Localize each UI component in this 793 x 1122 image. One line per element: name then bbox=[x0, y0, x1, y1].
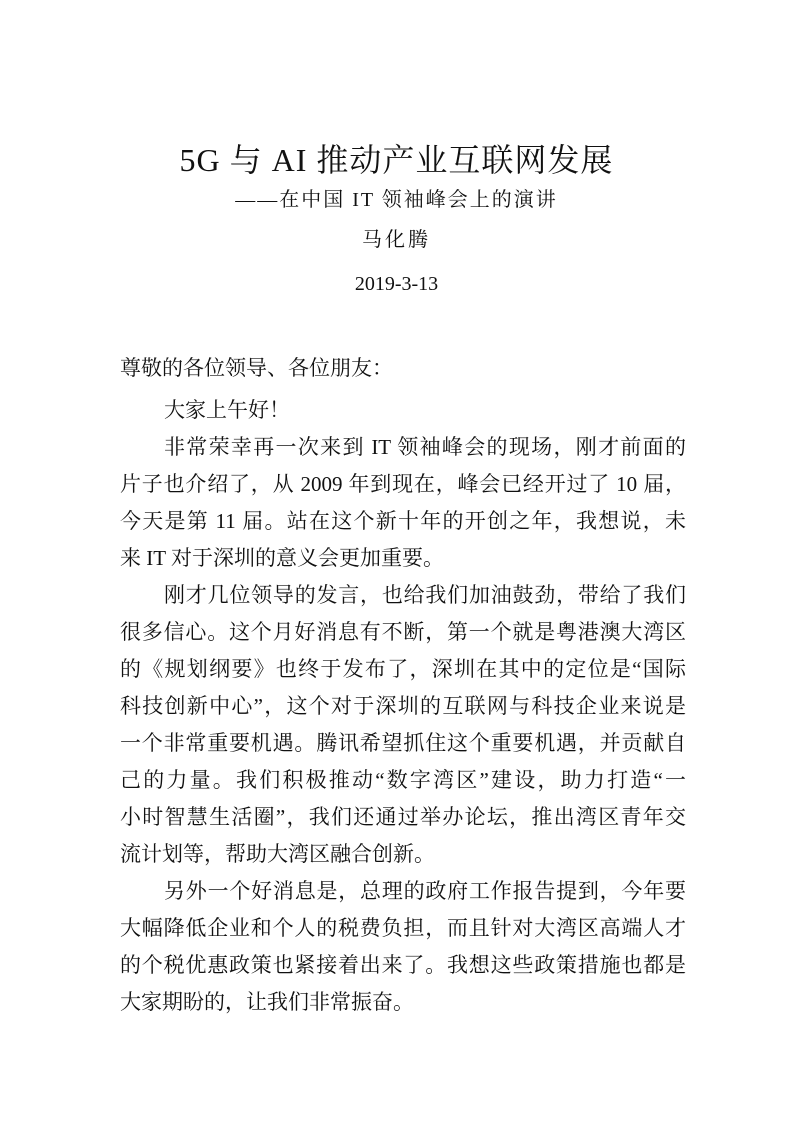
text-line: 大家期盼的，让我们非常振奋。 bbox=[120, 990, 414, 1014]
text-line: 今天是第 11 届。站在这个新十年的开创之年，我想说，未 bbox=[120, 509, 686, 533]
text-line: 的《规划纲要》也终于发布了，深圳在其中的定位是“国际 bbox=[120, 657, 686, 681]
text-line: 科技创新中心”，这个对于深圳的互联网与科技企业来说是 bbox=[120, 694, 686, 718]
text-line: 刚才几位领导的发言，也给我们加油鼓劲，带给了我们 bbox=[164, 583, 686, 607]
document-title: 5G 与 AI 推动产业互联网发展 bbox=[179, 142, 614, 178]
paragraph bbox=[120, 577, 686, 873]
text-line: 非常荣幸再一次来到 IT 领袖峰会的现场，刚才前面的 bbox=[164, 435, 686, 459]
speech-body bbox=[120, 350, 686, 1021]
text-line: 大幅降低企业和个人的税费负担，而且针对大湾区高端人才 bbox=[120, 916, 686, 940]
salutation bbox=[120, 350, 686, 387]
text-line: 一个非常重要机遇。腾讯希望抓住这个重要机遇，并贡献自 bbox=[120, 731, 686, 755]
paragraph bbox=[120, 873, 686, 1021]
text-line: 流计划等，帮助大湾区融合创新。 bbox=[120, 842, 435, 866]
author-name: 马化腾 bbox=[362, 229, 431, 251]
text-line: 己的力量。我们积极推动“数字湾区”建设，助力打造“一 bbox=[120, 768, 686, 792]
text-line: 尊敬的各位领导、各位朋友： bbox=[120, 356, 393, 380]
text-line: 很多信心。这个月好消息有不断，第一个就是粤港澳大湾区 bbox=[120, 620, 686, 644]
text-line: 的个税优惠政策也紧接着出来了。我想这些政策措施也都是 bbox=[120, 953, 686, 977]
text-line: 大家上午好！ bbox=[164, 398, 290, 422]
text-line: 小时智慧生活圈”，我们还通过举办论坛，推出湾区青年交 bbox=[120, 805, 686, 829]
document-subtitle: ——在中国 IT 领袖峰会上的演讲 bbox=[235, 189, 558, 211]
speech-date: 2019-3-13 bbox=[354, 273, 439, 295]
paragraph bbox=[120, 429, 686, 577]
text-line: 片子也介绍了，从 2009 年到现在，峰会已经开过了 10 届， bbox=[120, 472, 686, 496]
text-line: 另外一个好消息是，总理的政府工作报告提到，今年要 bbox=[164, 879, 686, 903]
paragraph bbox=[120, 392, 686, 429]
text-line: 来 IT 对于深圳的意义会更加重要。 bbox=[120, 546, 444, 570]
